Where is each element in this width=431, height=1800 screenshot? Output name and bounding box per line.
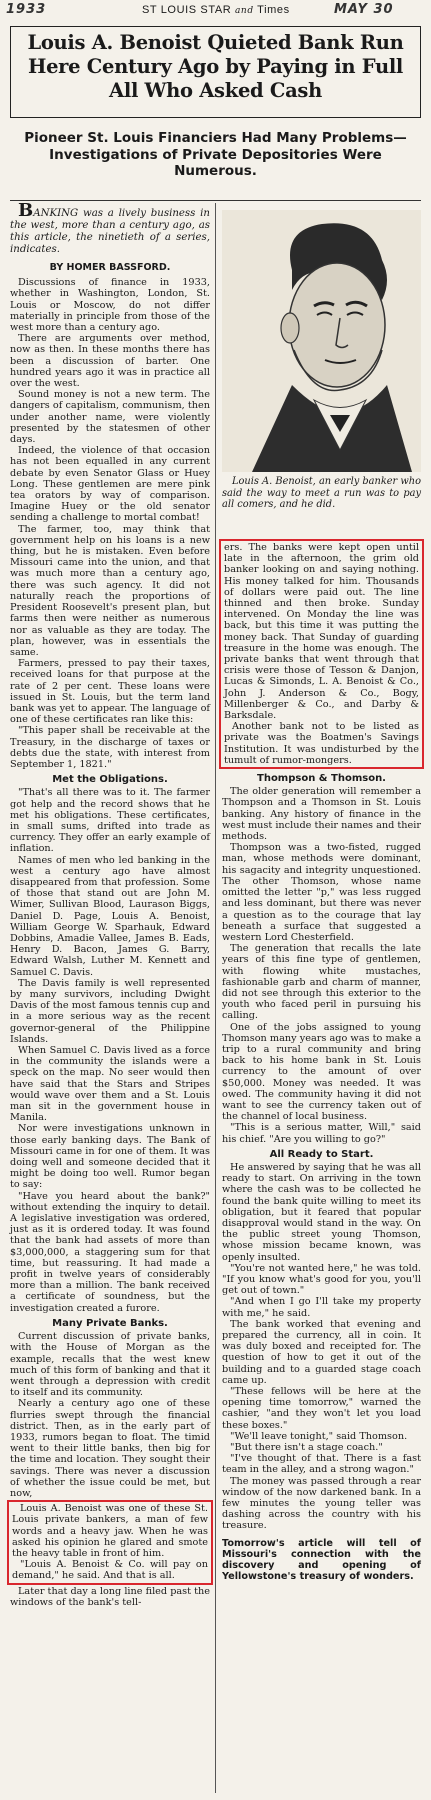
handwritten-year: 1933 <box>6 2 47 17</box>
subheading-private-banks: Many Private Banks. <box>52 1317 168 1329</box>
subheading-ready: All Ready to Start. <box>269 1148 374 1160</box>
divider-rule <box>10 200 421 201</box>
handwritten-date: MAY 30 <box>334 2 394 17</box>
paragraph: The money was passed through a rear window of the now darkened bank. In a few minutes the young teller was dashing across the country with his treasure. <box>222 1475 421 1532</box>
paragraph: The bank worked that evening and prepared the currency, all in coin. It was duly boxed and receipted for. The question of how to get it out of the building and to a guarded stage coach came up. <box>222 1318 421 1386</box>
paragraph: Another bank not to be listed as private was the Boatmen's Savings Institution. It was undisturbed by the tumult of rumor-mongers. <box>224 721 419 766</box>
paragraph: "You're not wanted here," he was told. "If you know what's good for you, you'll get out of town." <box>222 1262 421 1297</box>
paragraph: Later that day a long line filed past the windows of the bank's tell- <box>10 1585 210 1608</box>
portrait-drawing <box>222 210 421 472</box>
subheading-obligations: Met the Obligations. <box>52 774 168 786</box>
paragraph: "And when I go I'll take my property with me," he said. <box>222 1296 421 1319</box>
paragraph: Nor were investigations unknown in those early banking days. The Bank of Missouri came in for one of them. It was doing well and someone decided that it might be doing too well. Rumor began to say: <box>10 1123 210 1191</box>
portrait-caption: Louis A. Benoist, an early banker who said the way to meet a run was to pay all comers, and he did. <box>222 476 421 510</box>
paragraph: He answered by saying that he was all ready to start. On arriving in the town where the cash was to be collected he found the bank quite willing to meet its obligation, but it feared that popular disapproval would stand in the way. On the public street young Thomson, whose mission became known, was openly insulted. <box>222 1161 421 1263</box>
highlight-box-bank-run <box>219 539 424 769</box>
paragraph: The farmer, too, may think that government help on his loans is a new thing, but he is mistaken. Even before Missouri came into the union, and that was much more than a century ago, there was such agency. It did not naturally reach the proportions of President Roosevelt's present plan, but farms then were neither as numerous nor as valuable as they are today. The plan, however, was in essentials the same. <box>10 523 210 658</box>
paper-name-times: Times <box>257 4 290 16</box>
paragraph: Indeed, the violence of that occasion has not been equalled in any current debate by even Senator Glass or Huey Long. These gentlemen are mere pink tea orators by way of comparison. Imagine Huey or the old senator sending a challenge to mortal combat! <box>10 445 210 524</box>
paragraph: One of the jobs assigned to young Thomson many years ago was to make a trip to a rural community and bring back to his home bank in St. Louis currency to the amount of over $50,000. Money was needed. It was owed. The community having it did not want to see the currency taken out of the channel of local business. <box>222 1021 421 1123</box>
highlight-box-benoist-quote <box>7 1500 213 1584</box>
paragraph: Thompson was a two-fisted, rugged man, whose methods were dominant, his sagacity and integrity unquestioned. The other Thomson, whose name omitted the letter "p," was less rugged and less dominant, but there was never a question as to the courage that lay beneath a surface that suggested a western Lord Chesterfield. <box>222 842 421 943</box>
paragraph: "Have you heard about the bank?" without extending the inquiry to detail. A legislative investigation was ordered, just as it is ordered today. It was found that the bank had assets of more than $3,000,000, a staggering sum for that time, but reassuring. It had made a profit in twelve years of considerably more than a million. The bank received a certificate of soundness, but the investigation created a furore. <box>10 1190 210 1314</box>
paragraph: "I've thought of that. There is a fast team in the alley, and a strong wagon." <box>222 1453 421 1476</box>
intro-text: ANKING was a lively business in the west, more than a century ago, as this article, the ninetieth of a series, indicates. <box>10 208 210 255</box>
paragraph: "This paper shall be receivable at the Treasury, in the discharge of taxes or debts due the state, with interest from September 1, 1821." <box>10 725 210 770</box>
paragraph: When Samuel C. Davis lived as a force in the community the islands were a speck on the map. No seer would then have said that the Stars and Stripes would wave over them and a St. Louis man sit in the government house in Manila. <box>10 1045 210 1124</box>
paragraph: "This is a serious matter, Will," said his chief. "Are you willing to go?" <box>222 1122 421 1145</box>
masthead <box>4 2 427 20</box>
paragraph: "These fellows will be here at the opening time tomorrow," warned the cashier, "and they won't let you load these boxes." <box>222 1386 421 1431</box>
paragraph: Names of men who led banking in the west a century ago have almost disappeared from that profession. Some of those that stand out are John M. Wimer, Sullivan Blood, Laurason Biggs, Daniel D. Page, Louis A. Benoist, William George W. Sparhauk, Edward Dobbins, Amadie Vallee, James B. Eads, Henry D. Bacon, James G. Barry, Edward Walsh, Luther M. Kennett and Samuel C. Davis. <box>10 854 210 978</box>
paragraph: Sound money is not a new term. The dangers of capitalism, communism, then under another name, were violently presented by the statesmen of other days. <box>10 389 210 446</box>
subheading-thompson: Thompson & Thomson. <box>257 773 386 785</box>
paper-name-main: ST LOUIS STAR <box>142 4 232 16</box>
headline: Louis A. Benoist Quieted Bank Run Here Century Ago by Paying in Full All Who Asked Cash <box>27 31 404 102</box>
paragraph: Farmers, pressed to pay their taxes, received loans for that purpose at the rate of 2 per cent. These loans were issued in St. Louis, but the term land bank was yet to appear. The language of one of these certificates ran like this: <box>10 658 210 726</box>
tomorrow-note: Tomorrow's article will tell of Missouri's connection with the discovery and opening of Yellowstone's treasury of wonders. <box>222 1537 421 1583</box>
paragraph: The Davis family is well represented by many survivors, including Dwight Davis of the most famous tennis cup and in a more serious way as the recent governor-general of the Philippine Islands. <box>10 977 210 1045</box>
paragraph: Nearly a century ago one of these flurries swept through the financial district. Then, as in the early part of 1933, rumors began to float. The timid went to their little banks, then big for the time and location. They sought their savings. There was never a discussion of whether the issue could be met, but now, <box>10 1398 210 1499</box>
paragraph: Current discussion of private banks, with the House of Morgan as the example, recalls that the west knew much of this form of banking and that it went through a depression with credit to itself and its community. <box>10 1331 210 1399</box>
paragraph: "That's all there was to it. The farmer got help and the record shows that he met his obligations. These certificates, in small sums, drifted into trade as currency. They offer an early example of inflation. <box>10 787 210 855</box>
paragraph: ers. The banks were kept open until late in the afternoon, the grim old banker looking on and saying nothing. His money talked for him. Thousands of dollars were paid out. The line thinned and then broke. Sunday intervened. On Monday the line was back, but this time it was putting the money back. That Sunday of guarding treasure in the home was enough. The private banks that went through that crisis were those of Tesson & Danjon, Lucas & Simonds, L. A. Benoist & Co., John J. Anderson & Co., Bogy, Millenberger & Co., and Darby & Barksdale. <box>224 542 419 722</box>
paper-name <box>142 4 290 16</box>
deck-subheadline: Pioneer St. Louis Financiers Had Many Problems—Investigations of Private Depositories Were Numerous. <box>24 130 407 179</box>
paragraph: "We'll leave tonight," said Thomson. <box>230 1430 408 1442</box>
drop-cap: B <box>18 200 34 221</box>
paragraph: "Louis A. Benoist & Co. will pay on demand," he said. And that is all. <box>12 1559 208 1582</box>
byline: BY HOMER BASSFORD. <box>49 262 171 273</box>
right-column <box>222 539 421 1582</box>
paragraph: There are arguments over method, now as then. In these months there has been a discussion of barter. One hundred years ago it was in practice all over the west. <box>10 333 210 390</box>
paragraph: "But there isn't a stage coach." <box>230 1442 383 1454</box>
intro-paragraph <box>10 200 210 256</box>
portrait-illustration <box>222 210 421 472</box>
paragraph: The generation that recalls the late years of this fine type of gentlemen, with flowing white mustaches, fashionable garb and charm of manner, did not see through this exterior to the youth who faced peril in pursuing his calling. <box>222 943 421 1022</box>
column-divider <box>215 203 216 1793</box>
paragraph: Louis A. Benoist was one of these St. Louis private bankers, a man of few words and a heavy jaw. When he was asked his opinion he glared and smote the heavy table in front of him. <box>12 1503 208 1559</box>
left-column <box>10 200 210 1608</box>
paragraph: The older generation will remember a Thompson and a Thomson in St. Louis banking. Any history of finance in the west must include their names and their methods. <box>222 786 422 843</box>
headline-box <box>10 26 421 118</box>
paragraph: Discussions of finance in 1933, whether in Washington, London, St. Louis or Moscow, do not differ materially in principle from those of the west more than a century ago. <box>10 277 210 334</box>
paper-name-and: and <box>234 6 254 16</box>
